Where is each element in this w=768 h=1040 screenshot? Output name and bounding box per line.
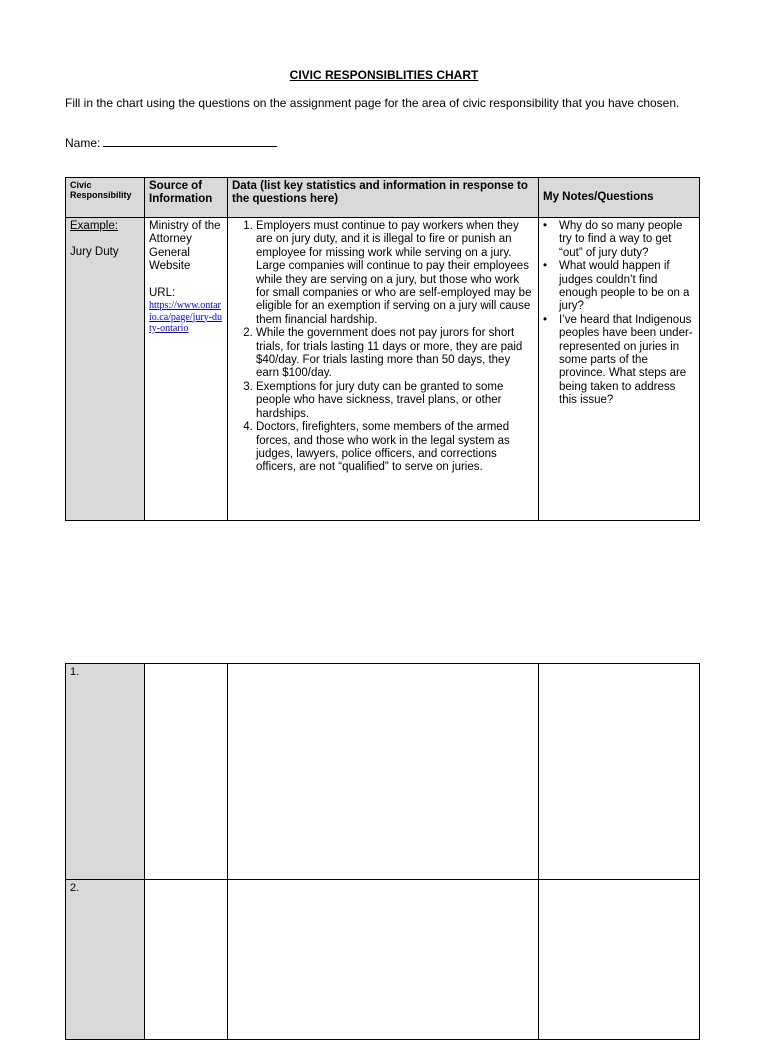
example-row	[66, 218, 700, 521]
row-civic-cell[interactable]	[66, 664, 145, 880]
row-source-cell[interactable]	[145, 664, 228, 880]
header-source: Source of Information	[145, 178, 228, 218]
response-chart-table	[65, 663, 700, 1040]
response-row	[66, 880, 700, 1040]
header-notes: My Notes/Questions	[539, 178, 700, 218]
data-item: 1. Employers must continue to pay workers when they are on jury duty, and it is illegal to fire or punish an employee for missing work while serving on a jury. Large companies will continue to pay their employees while they are serving on a jury, but those who work for small companies or who are self-employed may be eligible for an exemption if serving on a jury will cause them financial hardship.	[256, 220, 534, 327]
example-chart-table	[65, 177, 700, 521]
example-data-list	[232, 220, 534, 475]
example-source-text: Ministry of the Attorney General Website	[149, 220, 221, 273]
example-source-cell	[145, 218, 228, 521]
header-data: Data (list key statistics and information in response to the questions here)	[228, 178, 539, 218]
name-label: Name:	[65, 136, 101, 150]
note-item: • Why do so many people try to find a way to get “out” of jury duty?	[559, 220, 695, 260]
data-item: 4. Doctors, firefighters, some members of the armed forces, and those who work in the legal system as judges, lawyers, police officers, and corrections officers, are not “qualified” to serve on juries.	[256, 421, 534, 475]
name-blank-line[interactable]	[103, 136, 277, 147]
example-notes-list	[543, 220, 695, 408]
note-item: • I’ve heard that Indigenous peoples have been under-represented on juries in some parts of the province. What steps are being taken to address this issue?	[559, 314, 695, 408]
row-notes-cell[interactable]	[539, 664, 700, 880]
row-source-cell[interactable]	[145, 880, 228, 1040]
example-civic-cell	[66, 218, 145, 521]
example-url-link[interactable]: https://www.ontario.ca/page/jury-duty-ontario	[149, 300, 223, 335]
note-item: • What would happen if judges couldn’t find enough people to be on a jury?	[559, 260, 695, 314]
header-row	[66, 178, 700, 218]
example-url-label: URL:	[149, 286, 176, 299]
row-number: 2.	[70, 882, 80, 894]
response-row	[66, 664, 700, 880]
example-data-cell	[228, 218, 539, 521]
data-item: 2. While the government does not pay jurors for short trials, for trials lasting 11 days or more, they are paid $40/day. For trials lasting more than 50 days, they earn $100/day.	[256, 327, 534, 381]
row-notes-cell[interactable]	[539, 880, 700, 1040]
row-data-cell[interactable]	[228, 664, 539, 880]
example-topic: Jury Duty	[70, 246, 119, 259]
page-title: CIVIC RESPONSIBLITIES CHART	[289, 68, 479, 82]
row-data-cell[interactable]	[228, 880, 539, 1040]
row-civic-cell[interactable]	[66, 880, 145, 1040]
example-notes-cell	[539, 218, 700, 521]
instructions: Fill in the chart using the questions on the assignment page for the area of civic responsibility that you have chosen.	[65, 96, 680, 110]
example-label: Example:	[70, 220, 118, 232]
data-item: 3. Exemptions for jury duty can be granted to some people who have sickness, travel plans, or other hardships.	[256, 381, 534, 421]
header-civic-responsibility: Civic Responsibility	[66, 178, 145, 218]
name-field-row	[65, 136, 277, 150]
row-number: 1.	[70, 666, 80, 678]
